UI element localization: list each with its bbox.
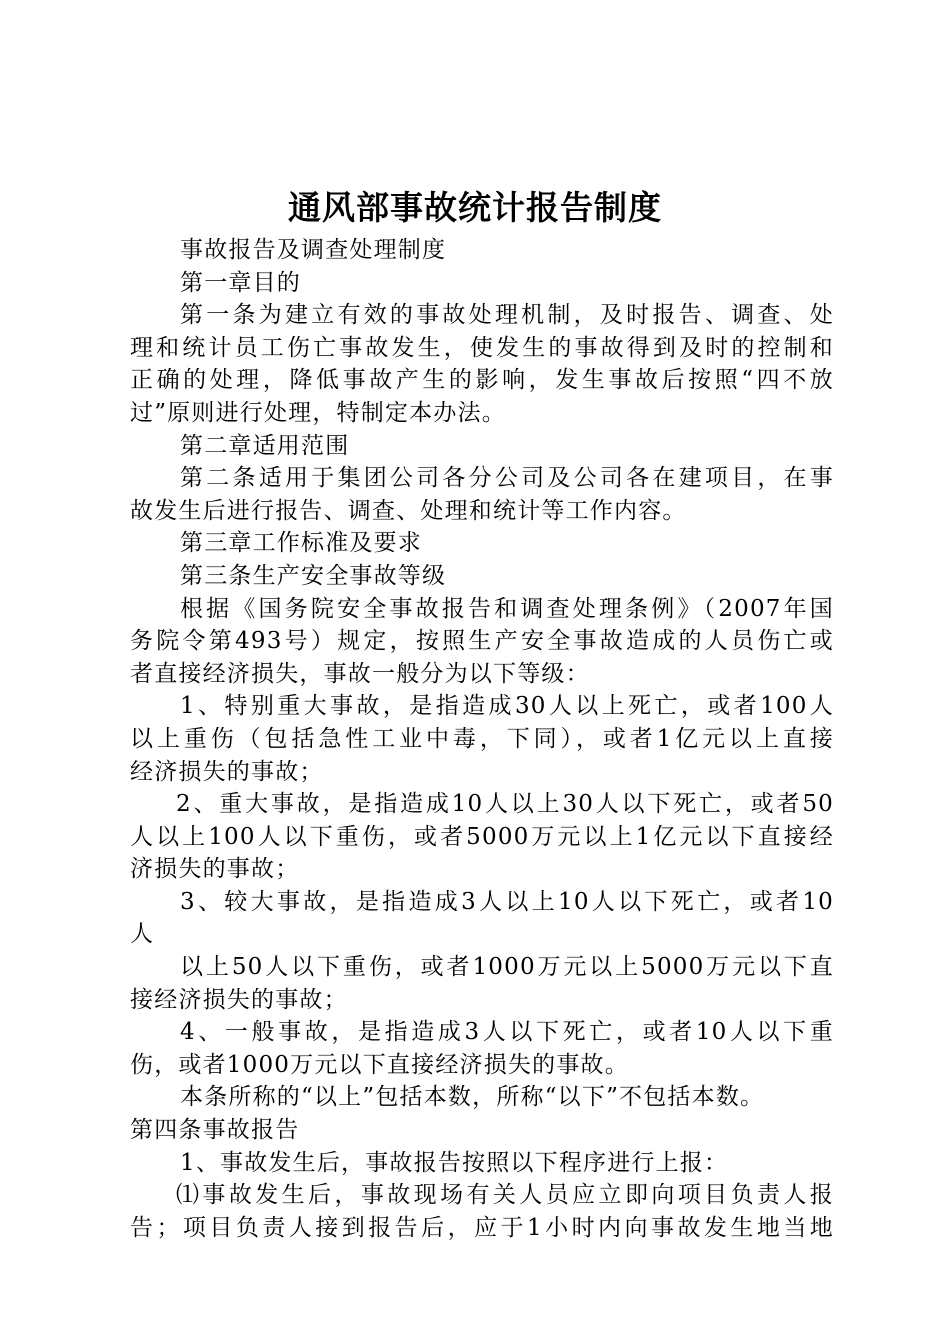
document-title: 通风部事故统计报告制度 xyxy=(288,188,662,227)
list-item-line: 4、一般事故，是指造成3人以下死亡，或者10人以下重 xyxy=(180,1019,834,1046)
list-item-line: 告；项目负责人接到报告后，应于1小时内向事故发生地当地 xyxy=(130,1214,834,1241)
article-heading: 第三条生产安全事故等级 xyxy=(180,562,447,589)
paragraph-line: 第一条为建立有效的事故处理机制，及时报告、调查、处 xyxy=(180,302,834,329)
paragraph-line: 根据《国务院安全事故报告和调查处理条例》（2007年国 xyxy=(180,595,834,622)
paragraph-line: 者直接经济损失，事故一般分为以下等级： xyxy=(130,660,590,687)
list-item-line: 以上50人以下重伤，或者1000万元以上5000万元以下直 xyxy=(180,954,834,981)
chapter-heading: 第三章工作标准及要求 xyxy=(180,530,422,557)
paragraph-line: 正确的处理，降低事故产生的影响，发生事故后按照“四不放 xyxy=(130,367,834,394)
list-item-line: 伤，或者1000万元以下直接经济损失的事故。 xyxy=(130,1051,629,1078)
paragraph-line: 事故报告及调查处理制度 xyxy=(180,237,447,263)
list-item-line: 1、特别重大事故，是指造成30人以上死亡，或者100人 xyxy=(180,693,834,720)
paragraph-line: 过”原则进行处理，特制定本办法。 xyxy=(130,399,506,426)
paragraph-line: 务院令第493号）规定，按照生产安全事故造成的人员伤亡或 xyxy=(130,628,834,655)
list-item-line: 以上重伤（包括急性工业中毒，下同），或者1亿元以上直接 xyxy=(130,725,834,752)
list-item-line: 济损失的事故； xyxy=(130,856,300,883)
document-body xyxy=(130,234,834,1244)
paragraph-line: 故发生后进行报告、调查、处理和统计等工作内容。 xyxy=(130,497,687,524)
article-heading: 第四条事故报告 xyxy=(130,1117,300,1144)
list-item-line: 3、较大事故，是指造成3人以上10人以下死亡，或者10 xyxy=(180,888,834,915)
list-item-line: 人 xyxy=(130,921,155,948)
chapter-heading: 第二章适用范围 xyxy=(180,432,350,459)
list-item-line: ⑴事故发生后，事故现场有关人员应立即向项目负责人报 xyxy=(176,1182,834,1209)
paragraph-line: 第二条适用于集团公司各分公司及公司各在建项目，在事 xyxy=(180,465,834,492)
list-item-line: 人以上100人以下重伤，或者5000万元以上1亿元以下直接经 xyxy=(130,823,834,850)
chapter-heading: 第一章目的 xyxy=(180,269,301,296)
paragraph-line: 本条所称的“以上”包括本数，所称“以下”不包括本数。 xyxy=(180,1084,765,1111)
list-item-line: 1、事故发生后，事故报告按照以下程序进行上报： xyxy=(180,1149,729,1176)
list-item-line: 经济损失的事故； xyxy=(130,758,324,785)
list-item-line: 接经济损失的事故； xyxy=(130,986,348,1013)
list-item-line: 2、重大事故，是指造成10人以上30人以下死亡，或者50 xyxy=(176,791,834,818)
paragraph-line: 理和统计员工伤亡事故发生，使发生的事故得到及时的控制和 xyxy=(130,334,834,361)
